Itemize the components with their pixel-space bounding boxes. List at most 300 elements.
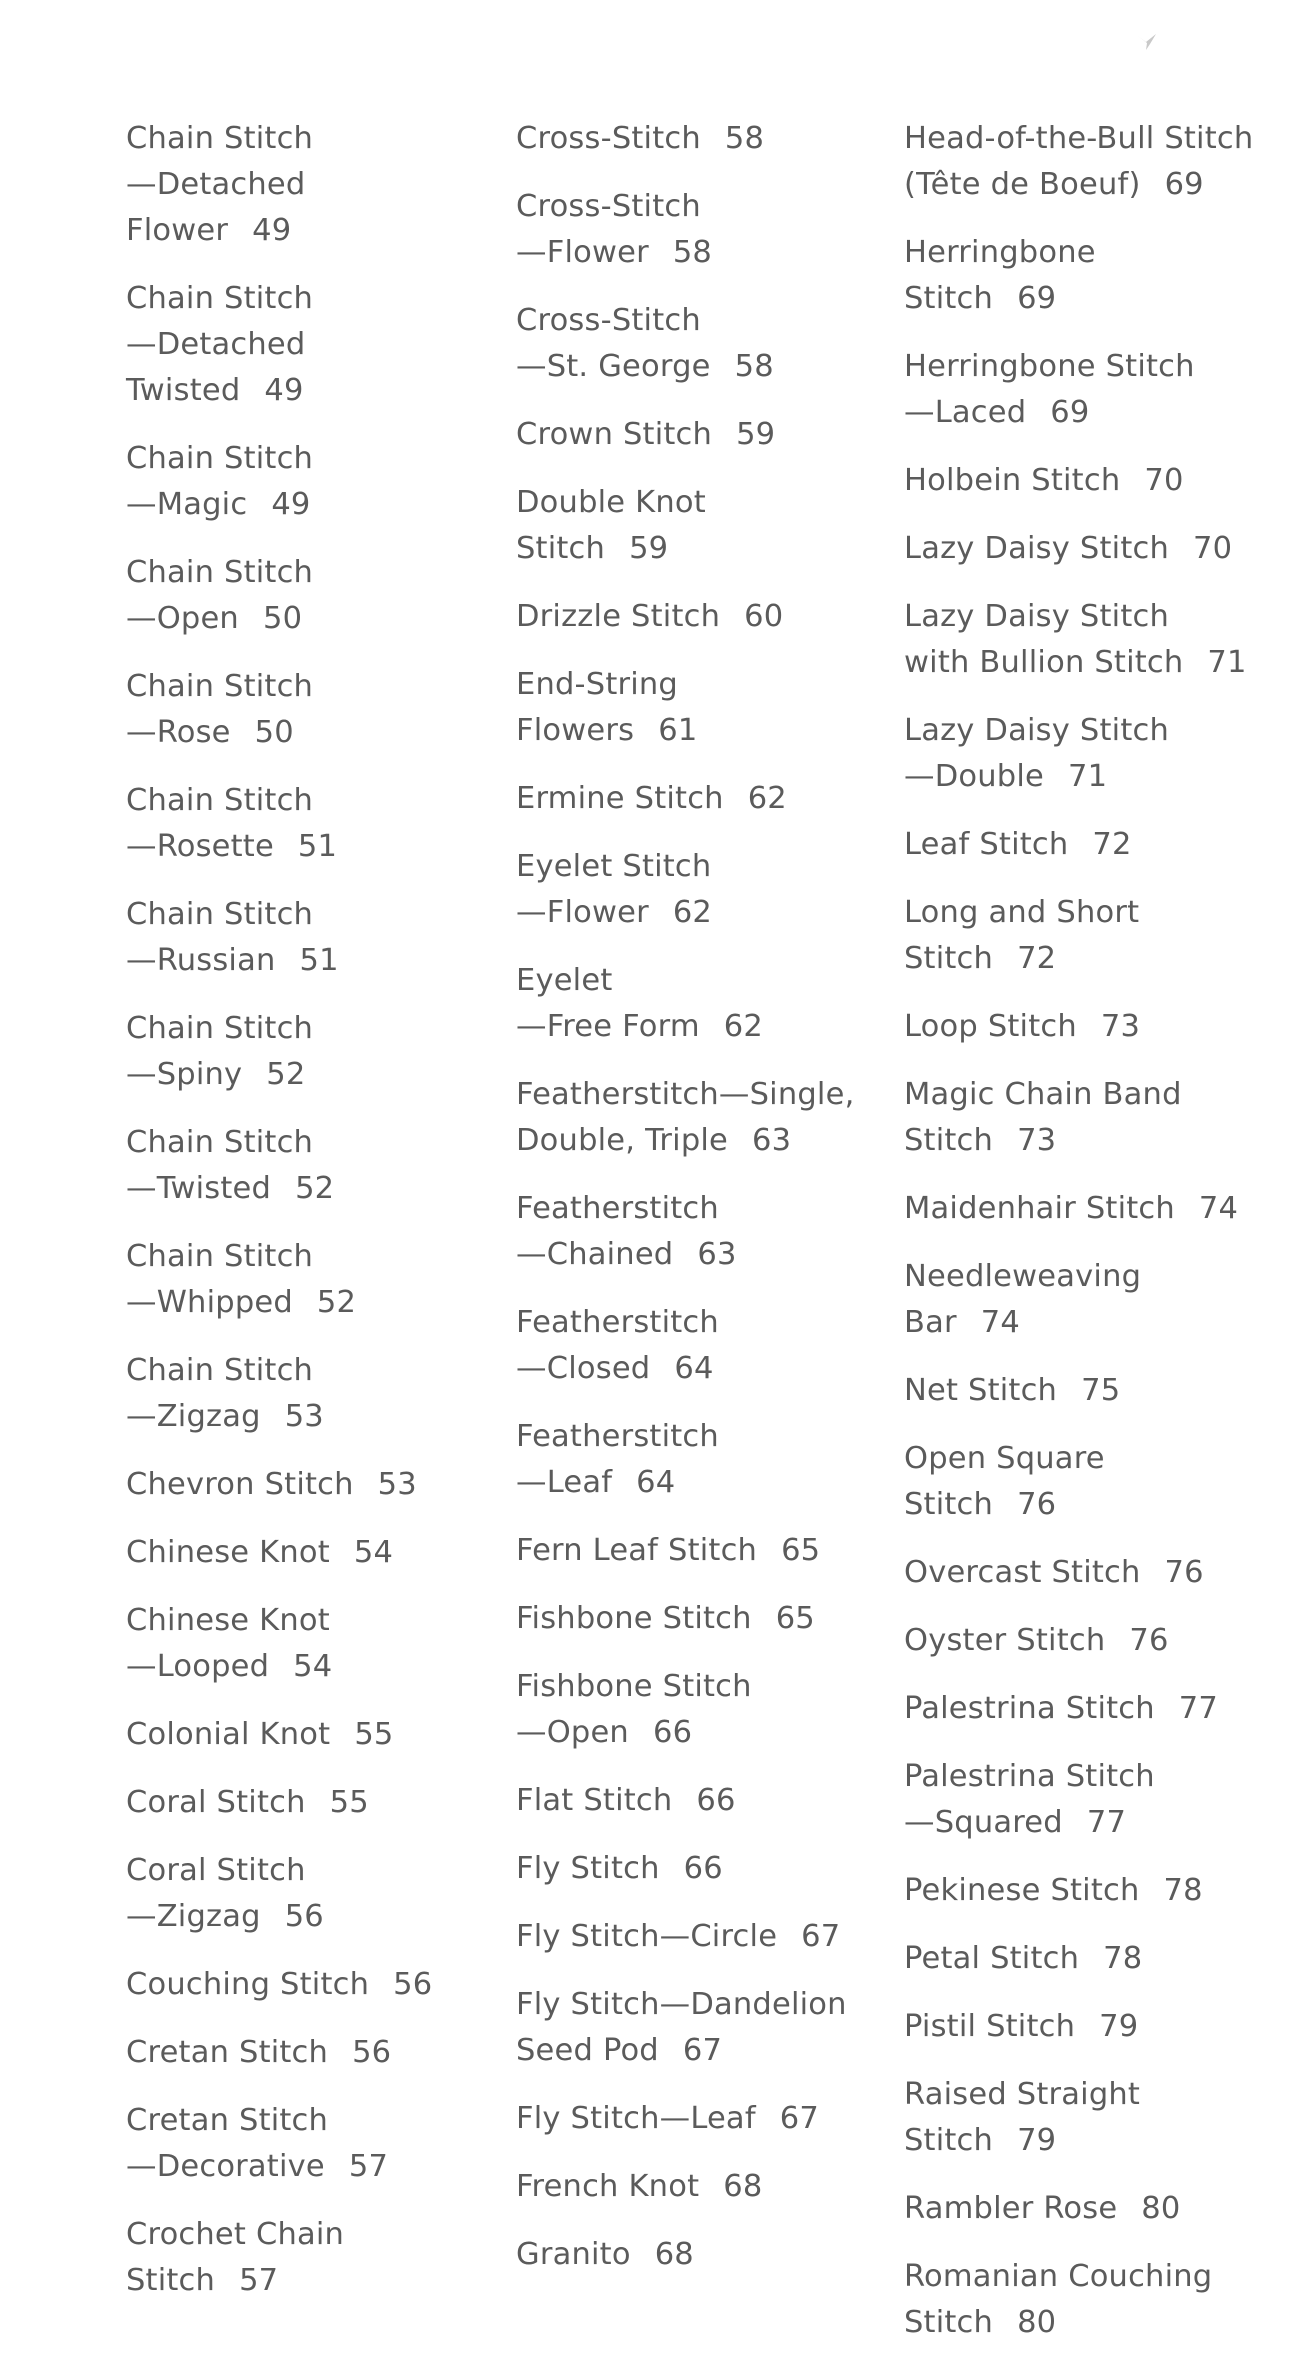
index-column-2 [516, 116, 876, 2300]
entry-line [904, 1754, 1284, 1800]
entry-text: Seed Pod [516, 2033, 659, 2068]
entry-line [904, 2072, 1284, 2118]
index-entry [904, 1618, 1284, 1664]
entry-text: Coral Stitch [126, 1853, 306, 1888]
index-entry [904, 230, 1284, 322]
page-number: 62 [723, 1009, 763, 1044]
entry-text: —Zigzag [126, 1899, 261, 1934]
entry-text: Featherstitch [516, 1305, 719, 1340]
entry-text: Double Knot [516, 485, 706, 520]
page-number: 53 [377, 1467, 417, 1502]
index-entry [516, 1914, 876, 1960]
entry-text: Crochet Chain [126, 2217, 345, 2252]
index-entry [126, 1712, 486, 1758]
page-number: 51 [299, 943, 339, 978]
entry-line [516, 1072, 876, 1118]
entry-text: Chain Stitch [126, 669, 314, 704]
entry-line [516, 412, 876, 458]
entry-line [126, 1006, 486, 1052]
entry-line [904, 640, 1284, 686]
index-entry [126, 1530, 486, 1576]
entry-text: Coral Stitch [126, 1785, 306, 1820]
page-number: 68 [723, 2169, 763, 2204]
page-number: 58 [724, 121, 765, 156]
entry-line [904, 116, 1284, 162]
index-entry [904, 2186, 1284, 2232]
entry-line [516, 1982, 876, 2028]
bird-ornament-icon [1136, 28, 1160, 52]
entry-text: Stitch [904, 2305, 994, 2340]
index-column-3 [904, 116, 1284, 2368]
entry-line [126, 550, 486, 596]
index-entry [904, 890, 1284, 982]
entry-text: Loop Stitch [904, 1009, 1077, 1044]
page-number: 49 [271, 487, 311, 522]
entry-text: Featherstitch [516, 1419, 719, 1454]
entry-line [126, 2144, 486, 2190]
entry-text: Fly Stitch—Dandelion [516, 1987, 847, 2022]
entry-text: Needleweaving [904, 1259, 1142, 1294]
page-number: 59 [629, 531, 669, 566]
entry-text: Long and Short [904, 895, 1140, 930]
entry-line [516, 1118, 876, 1164]
entry-text: Chain Stitch [126, 1125, 314, 1160]
entry-line [126, 1052, 486, 1098]
index-entry [126, 276, 486, 414]
entry-text: Oyster Stitch [904, 1623, 1106, 1658]
entry-text: Fly Stitch [516, 1851, 660, 1886]
page-number: 75 [1081, 1373, 1121, 1408]
entry-line [126, 664, 486, 710]
page-number: 63 [697, 1237, 737, 1272]
entry-line [516, 526, 876, 572]
page-number: 52 [266, 1057, 306, 1092]
entry-line [516, 2096, 876, 2142]
entry-text: Chain Stitch [126, 555, 314, 590]
entry-line [516, 1232, 876, 1278]
entry-text: Fern Leaf Stitch [516, 1533, 758, 1568]
entry-line [126, 482, 486, 528]
entry-line [126, 1462, 486, 1508]
index-entry [126, 1598, 486, 1690]
page-number: 49 [252, 213, 292, 248]
page-number: 79 [1099, 2009, 1139, 2044]
entry-text: Holbein Stitch [904, 463, 1121, 498]
entry-text: —Decorative [126, 2149, 325, 2184]
entry-text: with Bullion Stitch [904, 645, 1184, 680]
entry-text: Cross-Stitch [516, 189, 701, 224]
entry-line [516, 594, 876, 640]
index-entry [516, 1186, 876, 1278]
entry-line [126, 1234, 486, 1280]
entry-text: —Flower [516, 235, 649, 270]
entry-text: Lazy Daisy Stitch [904, 713, 1169, 748]
entry-line [904, 526, 1284, 572]
entry-text: Chinese Knot [126, 1603, 330, 1638]
entry-text: —Zigzag [126, 1399, 261, 1434]
entry-line [126, 824, 486, 870]
index-entry [516, 1414, 876, 1506]
entry-line [904, 1800, 1284, 1846]
entry-text: Stitch [904, 2123, 994, 2158]
entry-line [904, 1550, 1284, 1596]
entry-line [126, 116, 486, 162]
page-number: 69 [1017, 281, 1057, 316]
entry-text: Overcast Stitch [904, 1555, 1141, 1590]
entry-line [126, 436, 486, 482]
page-number: 56 [284, 1899, 324, 1934]
entry-text: Eyelet [516, 963, 613, 998]
index-entry [126, 2098, 486, 2190]
index-entry [126, 2030, 486, 2076]
entry-line [516, 480, 876, 526]
entry-text: End-String [516, 667, 678, 702]
index-entry [126, 1848, 486, 1940]
page-number: 50 [262, 601, 303, 636]
entry-line [904, 1368, 1284, 1414]
index-entry [904, 2004, 1284, 2050]
entry-line [516, 2232, 876, 2278]
entry-line [516, 1186, 876, 1232]
index-entry [516, 1846, 876, 1892]
entry-line [126, 1712, 486, 1758]
index-entry [516, 662, 876, 754]
entry-text: —Chained [516, 1237, 674, 1272]
entry-line [516, 1596, 876, 1642]
page-number: 76 [1164, 1555, 1204, 1590]
entry-line [126, 938, 486, 984]
entry-line [904, 344, 1284, 390]
page-number: 71 [1067, 759, 1108, 794]
entry-text: Fishbone Stitch [516, 1669, 752, 1704]
entry-text: Herringbone [904, 235, 1096, 270]
entry-text: Stitch [904, 281, 994, 316]
entry-text: —Magic [126, 487, 248, 522]
index-entry [904, 526, 1284, 572]
page-number: 65 [781, 1533, 821, 1568]
entry-line [126, 892, 486, 938]
entry-line [516, 230, 876, 276]
index-entry [516, 1982, 876, 2074]
entry-line [904, 1686, 1284, 1732]
page-number: 69 [1050, 395, 1090, 430]
entry-line [904, 1254, 1284, 1300]
page-number: 63 [752, 1123, 792, 1158]
index-entry [516, 2164, 876, 2210]
index-entry [904, 1072, 1284, 1164]
entry-line [126, 2212, 486, 2258]
page-number: 74 [1198, 1191, 1239, 1226]
entry-text: Leaf Stitch [904, 827, 1069, 862]
page-number: 73 [1017, 1123, 1057, 1158]
index-entry [904, 1186, 1284, 1232]
page-number: 65 [775, 1601, 815, 1636]
entry-text: Granito [516, 2237, 631, 2272]
index-entry [516, 2232, 876, 2278]
entry-text: Chain Stitch [126, 281, 314, 316]
index-entry [126, 1780, 486, 1826]
entry-text: —Whipped [126, 1285, 293, 1320]
entry-line [904, 1436, 1284, 1482]
page-number: 77 [1178, 1691, 1218, 1726]
page-number: 49 [264, 373, 304, 408]
page-number: 70 [1144, 463, 1184, 498]
index-entry [516, 1596, 876, 1642]
index-entry [904, 344, 1284, 436]
page-number: 54 [293, 1649, 333, 1684]
entry-text: Featherstitch [516, 1191, 719, 1226]
entry-line [516, 1346, 876, 1392]
entry-text: Open Square [904, 1441, 1105, 1476]
entry-line [516, 344, 876, 390]
page-number: 72 [1092, 827, 1132, 862]
entry-text: Maidenhair Stitch [904, 1191, 1175, 1226]
index-entry [516, 1664, 876, 1756]
entry-line [516, 184, 876, 230]
entry-line [904, 1118, 1284, 1164]
entry-text: Couching Stitch [126, 1967, 370, 2002]
page-number: 58 [734, 349, 774, 384]
entry-line [904, 230, 1284, 276]
index-entry [126, 2212, 486, 2304]
entry-text: Flowers [516, 713, 635, 748]
entry-text: Lazy Daisy Stitch [904, 531, 1169, 566]
page-number: 62 [672, 895, 713, 930]
entry-line [126, 1644, 486, 1690]
entry-text: Pistil Stitch [904, 2009, 1076, 2044]
entry-text: —Detached [126, 327, 306, 362]
page-number: 66 [683, 1851, 723, 1886]
entry-text: Chevron Stitch [126, 1467, 354, 1502]
entry-line [904, 390, 1284, 436]
entry-line [126, 322, 486, 368]
entry-line [516, 2164, 876, 2210]
index-entry [516, 184, 876, 276]
entry-text: —St. George [516, 349, 711, 384]
page-number: 64 [674, 1351, 714, 1386]
entry-line [904, 1618, 1284, 1664]
entry-text: Chain Stitch [126, 121, 314, 156]
entry-line [516, 1460, 876, 1506]
entry-line [904, 276, 1284, 322]
index-entry [516, 412, 876, 458]
index-entry [904, 2072, 1284, 2164]
page-number: 80 [1017, 2305, 1057, 2340]
entry-text: Rambler Rose [904, 2191, 1118, 2226]
entry-line [126, 1598, 486, 1644]
index-entry [516, 1072, 876, 1164]
page-number: 79 [1017, 2123, 1057, 2158]
entry-line [904, 1186, 1284, 1232]
entry-line [126, 1848, 486, 1894]
index-entry [904, 1436, 1284, 1528]
entry-line [126, 1894, 486, 1940]
page-number: 56 [352, 2035, 392, 2070]
page-number: 73 [1100, 1009, 1141, 1044]
page-number: 72 [1017, 941, 1057, 976]
page-number: 78 [1103, 1941, 1143, 1976]
index-entry [126, 550, 486, 642]
entry-text: —Free Form [516, 1009, 700, 1044]
entry-line [126, 208, 486, 254]
entry-line [516, 958, 876, 1004]
page-number: 57 [348, 2149, 389, 2184]
index-entry [126, 1006, 486, 1098]
entry-line [904, 1868, 1284, 1914]
entry-line [126, 1280, 486, 1326]
entry-text: —Detached [126, 167, 306, 202]
page-number: 50 [254, 715, 294, 750]
index-entry [516, 594, 876, 640]
page-number: 62 [747, 781, 787, 816]
entry-text: —Laced [904, 395, 1027, 430]
entry-line [904, 1482, 1284, 1528]
entry-text: Chain Stitch [126, 783, 314, 818]
entry-text: Pekinese Stitch [904, 1873, 1140, 1908]
entry-line [126, 162, 486, 208]
entry-text: Stitch [904, 1123, 994, 1158]
page-number: 67 [801, 1919, 841, 1954]
index-entry [904, 2254, 1284, 2346]
entry-line [904, 2186, 1284, 2232]
index-entry [904, 1004, 1284, 1050]
page-number: 55 [354, 1717, 394, 1752]
page-number: 76 [1017, 1487, 1057, 1522]
entry-line [904, 822, 1284, 868]
page-number: 52 [316, 1285, 357, 1320]
entry-text: Eyelet Stitch [516, 849, 712, 884]
page-number: 70 [1192, 531, 1233, 566]
page-number: 61 [658, 713, 698, 748]
index-entry [516, 298, 876, 390]
page-number: 55 [329, 1785, 369, 1820]
entry-line [516, 1300, 876, 1346]
entry-text: —Spiny [126, 1057, 243, 1092]
entry-text: —Flower [516, 895, 649, 930]
page-number: 74 [980, 1305, 1020, 1340]
entry-line [516, 844, 876, 890]
entry-text: Chain Stitch [126, 441, 314, 476]
entry-line [126, 1120, 486, 1166]
entry-line [126, 710, 486, 756]
entry-text: —Open [516, 1715, 629, 1750]
entry-line [516, 1846, 876, 1892]
entry-text: —Twisted [126, 1171, 272, 1206]
entry-line [126, 2030, 486, 2076]
entry-line [516, 776, 876, 822]
page-number: 78 [1163, 1873, 1203, 1908]
page-number: 64 [636, 1465, 676, 1500]
entry-text: Bar [904, 1305, 957, 1340]
index-entry [126, 664, 486, 756]
index-entry [904, 116, 1284, 208]
entry-text: —Leaf [516, 1465, 613, 1500]
entry-text: Palestrina Stitch [904, 1691, 1155, 1726]
entry-line [904, 2300, 1284, 2346]
entry-text: Fly Stitch—Leaf [516, 2101, 756, 2136]
entry-text: Stitch [904, 941, 994, 976]
entry-text: —Squared [904, 1805, 1063, 1840]
entry-text: Chinese Knot [126, 1535, 330, 1570]
page-number: 80 [1141, 2191, 1181, 2226]
index-entry [904, 1936, 1284, 1982]
index-entry [126, 1962, 486, 2008]
index-entry [126, 778, 486, 870]
page-number: 59 [736, 417, 776, 452]
entry-line [904, 754, 1284, 800]
entry-line [126, 1348, 486, 1394]
index-entry [126, 892, 486, 984]
index-entry [904, 1254, 1284, 1346]
entry-line [904, 1300, 1284, 1346]
index-entry [904, 1368, 1284, 1414]
entry-text: Crown Stitch [516, 417, 713, 452]
entry-line [126, 1166, 486, 1212]
entry-text: Fishbone Stitch [516, 1601, 752, 1636]
index-entry [516, 116, 876, 162]
index-entry [904, 1868, 1284, 1914]
entry-text: Chain Stitch [126, 1239, 314, 1274]
entry-text: Raised Straight [904, 2077, 1141, 2112]
entry-line [126, 596, 486, 642]
index-entry [516, 2096, 876, 2142]
entry-line [126, 368, 486, 414]
entry-line [126, 2258, 486, 2304]
entry-text: Featherstitch—Single, [516, 1077, 855, 1112]
entry-text: Palestrina Stitch [904, 1759, 1155, 1794]
page-number: 69 [1164, 167, 1204, 202]
entry-text: —Double [904, 759, 1044, 794]
entry-line [516, 1004, 876, 1050]
entry-line [516, 708, 876, 754]
entry-line [516, 1414, 876, 1460]
entry-text: Colonial Knot [126, 1717, 331, 1752]
index-entry [516, 1778, 876, 1824]
index-entry [126, 1462, 486, 1508]
page-number: 77 [1086, 1805, 1127, 1840]
entry-line [904, 2004, 1284, 2050]
index-entry [904, 1686, 1284, 1732]
entry-line [904, 162, 1284, 208]
entry-line [904, 2254, 1284, 2300]
index-entry [516, 1300, 876, 1392]
entry-text: French Knot [516, 2169, 700, 2204]
entry-line [516, 1664, 876, 1710]
index-entry [126, 1348, 486, 1440]
page-number: 52 [295, 1171, 335, 1206]
entry-text: Magic Chain Band [904, 1077, 1182, 1112]
entry-line [126, 2098, 486, 2144]
index-entry [904, 458, 1284, 504]
index-entry [904, 822, 1284, 868]
entry-text: Stitch [904, 1487, 994, 1522]
entry-text: —Looped [126, 1649, 270, 1684]
entry-text: Drizzle Stitch [516, 599, 721, 634]
entry-text: Chain Stitch [126, 1011, 314, 1046]
entry-line [904, 458, 1284, 504]
page-number: 56 [393, 1967, 433, 2002]
page-number: 66 [696, 1783, 736, 1818]
index-entry [904, 1754, 1284, 1846]
entry-line [904, 890, 1284, 936]
entry-line [904, 594, 1284, 640]
entry-text: Flat Stitch [516, 1783, 673, 1818]
index-entry [904, 594, 1284, 686]
entry-text: —Rosette [126, 829, 274, 864]
entry-text: Stitch [126, 2263, 216, 2298]
page-number: 54 [353, 1535, 394, 1570]
entry-line [516, 1914, 876, 1960]
